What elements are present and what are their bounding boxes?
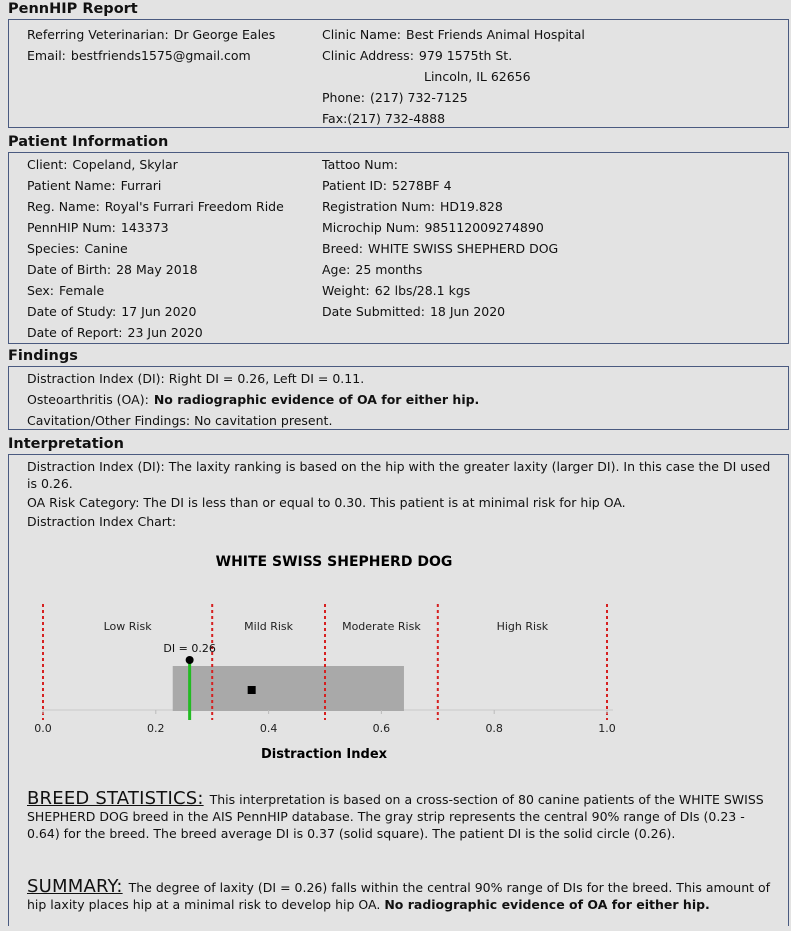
patient-field-row (27, 175, 322, 196)
patient-right-column (322, 154, 788, 343)
field-label: Date of Study: (27, 304, 117, 319)
risk-zone-label: Low Risk (103, 620, 152, 633)
field-value: 28 May 2018 (116, 262, 198, 277)
field-label: Tattoo Num: (322, 157, 398, 172)
field-value: WHITE SWISS SHEPHERD DOG (367, 241, 559, 256)
field-value: 17 Jun 2020 (121, 304, 197, 319)
field-label: Date Submitted: (322, 304, 425, 319)
field-value: 985112009274890 (424, 220, 544, 235)
x-tick-label: 0.4 (259, 722, 278, 735)
patient-field-row (27, 280, 322, 301)
x-tick-label: 0.0 (34, 722, 52, 735)
findings-di: Distraction Index (DI): Right DI = 0.26, Left DI = 0.11. (27, 371, 365, 386)
breed-statistics (9, 790, 788, 842)
risk-zone-label: Moderate Risk (342, 620, 421, 633)
x-tick-label: 1.0 (598, 722, 616, 735)
x-tick-label: 0.6 (372, 722, 391, 735)
field-value: Canine (84, 241, 128, 256)
x-axis-label: Distraction Index (260, 747, 388, 762)
patient-field-row (27, 238, 322, 259)
patient-field-row (27, 301, 322, 322)
findings-cavitation: Cavitation/Other Findings: No cavitation present. (27, 413, 333, 428)
phone-row: Phone: (217) 732-7125 (322, 90, 468, 105)
breed-average-point (248, 686, 256, 694)
patient-di-point (186, 656, 194, 664)
field-value: 18 Jun 2020 (429, 304, 506, 319)
field-value: 23 Jun 2020 (127, 325, 203, 340)
patient-field-row (322, 301, 788, 322)
chart-label: Distraction Index Chart: (27, 514, 177, 529)
referring-vet-row: Referring Veterinarian: Dr George Eales (27, 27, 276, 42)
referral-column (9, 24, 322, 129)
risk-zone-label: High Risk (496, 620, 549, 633)
breed-range-strip (173, 666, 404, 711)
oa-risk-text: OA Risk Category: The DI is less than or equal to 0.30. This patient is at minimal risk for hip OA. (27, 495, 626, 510)
breed-statistics-heading: BREED STATISTICS: (27, 788, 204, 809)
field-label: Date of Birth: (27, 262, 112, 277)
field-label: PennHIP Num: (27, 220, 116, 235)
interpretation-box (8, 454, 789, 926)
field-label: Weight: (322, 283, 370, 298)
field-label: Microchip Num: (322, 220, 420, 235)
findings-oa-value: No radiographic evidence of OA for either hip. (153, 392, 480, 407)
patient-field-row (27, 154, 322, 175)
email-row: Email: bestfriends1575@gmail.com (27, 48, 251, 63)
field-value: 62 lbs/28.1 kgs (374, 283, 471, 298)
patient-field-row (27, 259, 322, 280)
distraction-index-chart (29, 532, 669, 762)
fax-row: Fax:(217) 732-4888 (322, 111, 446, 126)
clinic-address-row: Clinic Address: 979 1575th St. (322, 48, 513, 63)
field-label: Patient ID: (322, 178, 388, 193)
findings-box (8, 366, 789, 430)
patient-field-row (27, 322, 322, 343)
patient-field-row (322, 175, 788, 196)
clinic-info-box (8, 19, 789, 128)
patient-info-title: Patient Information (8, 134, 169, 150)
summary-heading: SUMMARY: (27, 876, 123, 897)
field-value: HD19.828 (440, 199, 503, 214)
clinic-column (322, 24, 788, 129)
interpretation-di-text: Distraction Index (DI): The laxity ranking is based on the hip with the greater laxity (larger DI). In this case the DI used is 0.26. (27, 459, 771, 491)
summary-text: The degree of laxity (DI = 0.26) falls within the central 90% range of DIs for the breed. This amount of hip laxity places hip at a minimal risk to develop hip OA. (27, 880, 771, 912)
field-value: 25 months (355, 262, 423, 277)
findings-title: Findings (8, 348, 78, 364)
interpretation-title: Interpretation (8, 436, 124, 452)
patient-field-row (322, 259, 788, 280)
field-value: Royal's Furrari Freedom Ride (104, 199, 284, 214)
risk-zone-label: Mild Risk (244, 620, 294, 633)
patient-field-row (27, 196, 322, 217)
patient-field-row (27, 217, 322, 238)
report-title: PennHIP Report (8, 1, 138, 17)
clinic-address-line-2: Lincoln, IL 62656 (424, 69, 531, 84)
chart-title: WHITE SWISS SHEPHERD DOG (215, 554, 453, 570)
field-label: Date of Report: (27, 325, 123, 340)
field-label: Client: (27, 157, 68, 172)
field-value: 143373 (120, 220, 169, 235)
field-value: Copeland, Skylar (72, 157, 178, 172)
field-value: Female (59, 283, 105, 298)
patient-info-box (8, 152, 789, 344)
patient-field-row (322, 217, 788, 238)
patient-di-label: DI = 0.26 (163, 642, 216, 655)
breed-statistics-text: This interpretation is based on a cross-section of 80 canine patients of the WHITE SWISS SHEPHERD DOG breed in the AIS PennHIP database. The gray strip represents the central 90% range of DIs (0.23 - 0.64) for the breed. The breed average DI is 0.37 (solid square). The patient DI is the solid circle (0.26). (27, 792, 764, 841)
field-label: Species: (27, 241, 80, 256)
summary-bold: No radiographic evidence of OA for either hip. (384, 897, 710, 912)
x-tick-label: 0.2 (147, 722, 165, 735)
patient-field-row (322, 238, 788, 259)
clinic-name-row: Clinic Name: Best Friends Animal Hospital (322, 27, 585, 42)
x-tick-label: 0.8 (485, 722, 503, 735)
patient-field-row (322, 280, 788, 301)
field-label: Sex: (27, 283, 55, 298)
field-value: 5278BF 4 (392, 178, 452, 193)
summary (9, 878, 788, 913)
field-value: Furrari (120, 178, 162, 193)
field-label: Patient Name: (27, 178, 116, 193)
findings-oa: Osteoarthritis (OA): No radiographic evidence of OA for either hip. (27, 392, 480, 407)
field-label: Registration Num: (322, 199, 436, 214)
patient-field-row (322, 154, 788, 175)
field-label: Reg. Name: (27, 199, 100, 214)
field-label: Breed: (322, 241, 363, 256)
patient-left-column (9, 154, 322, 343)
patient-field-row (322, 196, 788, 217)
field-label: Age: (322, 262, 351, 277)
